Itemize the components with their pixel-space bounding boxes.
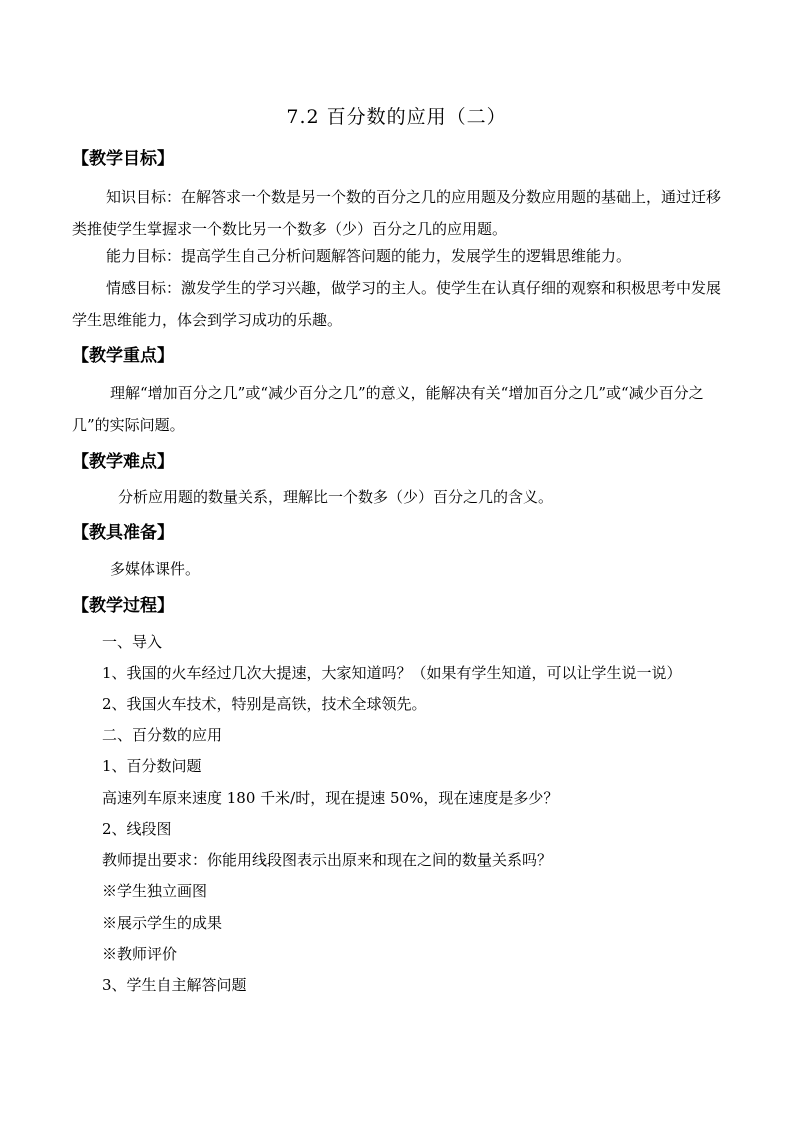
- process-line: 1、百分数问题: [102, 757, 202, 775]
- paragraph-knowledge-goal: 知识目标：在解答求一个数是另一个数的百分之几的应用题及分数应用题的基础上，通过迁移类推使学生掌握求一个数比另一个数多（少）百分之几的应用题。: [72, 188, 722, 238]
- process-line: 二、百分数的应用: [102, 726, 223, 744]
- paragraph-ability-goal: 能力目标：提高学生自己分析问题解答问题的能力，发展学生的逻辑思维能力。: [106, 247, 632, 265]
- paragraph-difficulties: 分析应用题的数量关系，理解比一个数多（少）百分之几的含义。: [118, 488, 554, 506]
- process-line: ※教师评价: [102, 945, 178, 963]
- heading-difficulties: 【教学难点】: [72, 452, 174, 472]
- paragraph-tools: 多媒体课件。: [110, 560, 201, 578]
- process-line: 高速列车原来速度 180 千米/时，现在提速 50%，现在速度是多少？: [102, 789, 559, 807]
- process-line: 1、我国的火车经过几次大提速，大家知道吗？（如果有学生知道，可以让学生说一说）: [102, 664, 682, 682]
- paragraph-key-points: 理解“增加百分之几”或“减少百分之几”的意义，能解决有关“增加百分之几”或“减少百分之几”的实际问题。: [72, 384, 704, 434]
- process-line: 2、我国火车技术，特别是高铁，技术全球领先。: [102, 695, 427, 713]
- process-line: 2、线段图: [102, 820, 172, 838]
- process-line: 一、导入: [102, 633, 163, 651]
- heading-tools: 【教具准备】: [72, 523, 174, 543]
- heading-process: 【教学过程】: [72, 596, 174, 616]
- process-line: ※展示学生的成果: [102, 914, 223, 932]
- process-line: ※学生独立画图: [102, 882, 208, 900]
- heading-key-points: 【教学重点】: [72, 346, 174, 366]
- document-title: 7.2 百分数的应用（二）: [286, 106, 507, 128]
- heading-teaching-goals: 【教学目标】: [72, 149, 174, 169]
- paragraph-emotion-goal: 情感目标：激发学生的学习兴趣，做学习的主人。使学生在认真仔细的观察和积极思考中发展学生思维能力，体会到学习成功的乐趣。: [72, 279, 722, 329]
- process-line: 教师提出要求：你能用线段图表示出原来和现在之间的数量关系吗？: [102, 851, 553, 869]
- process-line: 3、学生自主解答问题: [102, 976, 247, 994]
